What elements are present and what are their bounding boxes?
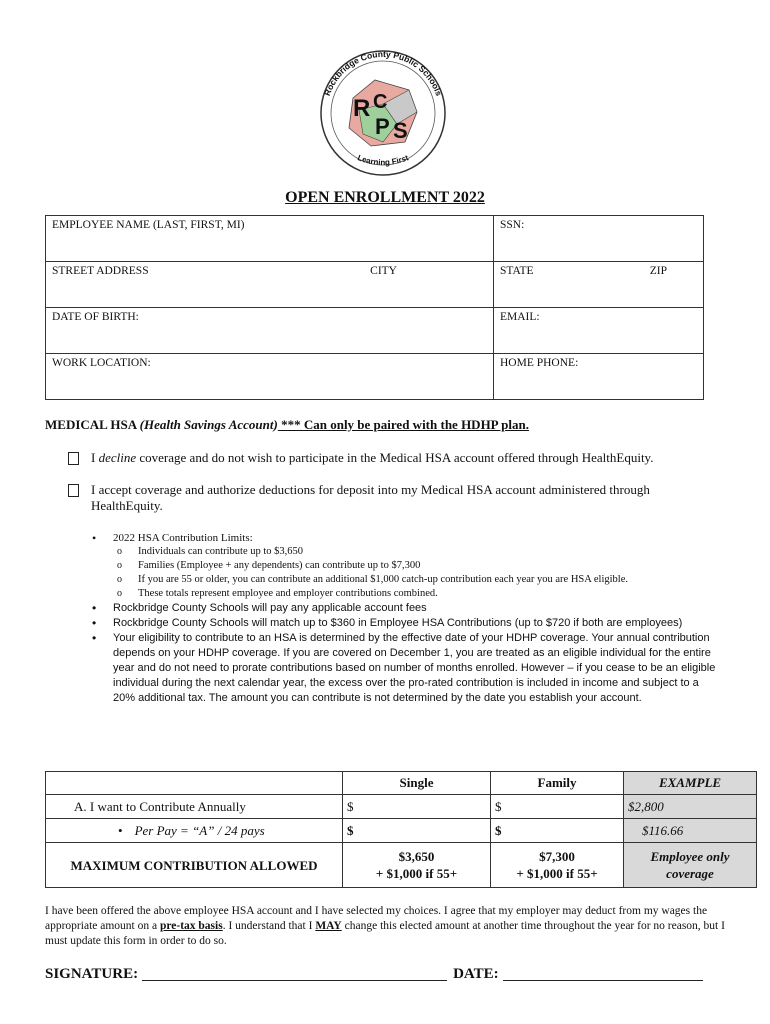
ssn-label: SSN: <box>500 219 525 231</box>
list-item: o These totals represent employee and employer contributions combined. <box>113 587 717 601</box>
decline-checkbox[interactable] <box>68 452 79 465</box>
single-header: Single <box>343 772 491 795</box>
state-label: STATE <box>500 265 534 277</box>
max-contribution-label: MAXIMUM CONTRIBUTION ALLOWED <box>46 843 343 888</box>
accept-text: I accept coverage and authorize deductions for deposit into my Medical HSA account administered through HealthEquity. <box>91 482 650 513</box>
svg-text:S: S <box>393 118 408 143</box>
max-family-catchup: + $1,000 if 55+ <box>516 866 598 881</box>
date-field[interactable] <box>503 966 703 981</box>
email-field[interactable] <box>494 308 704 354</box>
per-pay-text: Per Pay = “A” / 24 pays <box>134 822 265 838</box>
per-pay-family-input[interactable]: $ <box>491 819 624 843</box>
max-example-line1: Employee only <box>650 849 730 864</box>
agreement-may: MAY <box>315 920 342 932</box>
hsa-info-list <box>92 531 717 706</box>
rcps-logo <box>313 50 453 180</box>
decline-option <box>68 450 691 466</box>
decline-rest: coverage and do not wish to participate in the Medical HSA account offered through HealthEquity. <box>136 450 654 465</box>
max-family-amount: $7,300 <box>539 849 575 864</box>
state-zip-field[interactable] <box>494 262 704 308</box>
agreement-part3: change this elected amount at another time throughout the year for no reason, but I must update this form in order to do so. <box>45 920 725 947</box>
max-single <box>343 843 491 888</box>
hsa-heading-italic: (Health Savings Account) <box>139 417 278 432</box>
hsa-heading <box>45 417 529 433</box>
city-label: CITY <box>370 265 397 277</box>
street-city-field[interactable] <box>46 262 494 308</box>
svg-text:P: P <box>375 114 390 139</box>
agreement-pretax: pre-tax basis <box>159 920 223 932</box>
employee-info-table <box>45 215 704 400</box>
hsa-heading-prefix: MEDICAL HSA <box>45 417 140 432</box>
list-item: o Individuals can contribute up to $3,650 <box>113 545 717 559</box>
svg-text:Learning First: Learning First <box>356 153 410 168</box>
signature-line <box>45 966 709 983</box>
email-label: EMAIL: <box>500 311 540 323</box>
home-phone-field[interactable] <box>494 354 704 400</box>
agreement-part2: . I understand that I <box>222 920 316 932</box>
list-item <box>92 531 717 601</box>
max-example-line2: coverage <box>666 866 714 881</box>
work-location-field[interactable] <box>46 354 494 400</box>
annual-example: $2,800 <box>624 795 757 819</box>
per-pay-label: • Per Pay = “A” / 24 pays <box>46 819 343 843</box>
limits-title: 2022 HSA Contribution Limits: <box>113 532 253 544</box>
accept-checkbox[interactable] <box>68 484 79 497</box>
contribution-table <box>45 771 757 888</box>
list-item: • Rockbridge County Schools will pay any applicable account fees <box>92 601 717 616</box>
decline-text <box>91 450 691 466</box>
decline-word: decline <box>98 450 137 465</box>
street-address-label: STREET ADDRESS <box>52 265 149 277</box>
dob-label: DATE OF BIRTH: <box>52 311 139 323</box>
hsa-heading-suffix: *** Can only be paired with the HDHP plan. <box>277 417 529 432</box>
employee-name-label: EMPLOYEE NAME (LAST, FIRST, MI) <box>52 219 245 231</box>
svg-text:C: C <box>373 91 388 113</box>
agreement-text <box>45 904 725 949</box>
per-pay-single-input[interactable]: $ <box>343 819 491 843</box>
family-header: Family <box>491 772 624 795</box>
employee-name-field[interactable] <box>46 216 494 262</box>
signature-field[interactable] <box>142 966 447 981</box>
list-item: o Families (Employee + any dependents) can contribute up to $7,300 <box>113 559 717 573</box>
form-title: OPEN ENROLLMENT 2022 <box>285 189 485 206</box>
date-of-birth-field[interactable] <box>46 308 494 354</box>
list-item: • Rockbridge County Schools will match up to $360 in Employee HSA Contributions (up to $720 if both are employees) <box>92 616 717 631</box>
max-family <box>491 843 624 888</box>
date-label: DATE: <box>453 966 499 982</box>
max-example <box>624 843 757 888</box>
example-header: EXAMPLE <box>624 772 757 795</box>
zip-label: ZIP <box>649 265 667 277</box>
annual-single-input[interactable]: $ <box>343 795 491 819</box>
signature-label: SIGNATURE: <box>45 966 139 982</box>
max-single-amount: $3,650 <box>398 849 435 864</box>
agreement-part1: I have been offered the above employee HSA account and I have selected my choices. I agree that my employer may deduct from my wages the appropriate amount on a <box>45 905 708 932</box>
per-pay-example: $116.66 <box>624 819 757 843</box>
limits-sub-list <box>113 545 717 601</box>
annual-label: A. I want to Contribute Annually <box>46 795 343 819</box>
decline-i: I <box>91 450 99 465</box>
list-item: o If you are 55 or older, you can contribute an additional $1,000 catch-up contribution each year you are HSA eligible. <box>113 573 717 587</box>
home-phone-label: HOME PHONE: <box>500 357 579 369</box>
annual-family-input[interactable]: $ <box>491 795 624 819</box>
svg-text:Rockbridge County Public Schoo: Rockbridge County Public Schools <box>321 50 445 98</box>
ssn-field[interactable] <box>494 216 704 262</box>
max-single-catchup: + $1,000 if 55+ <box>375 866 458 881</box>
svg-text:R: R <box>353 95 371 122</box>
work-location-label: WORK LOCATION: <box>52 357 151 369</box>
table-header-blank <box>46 772 343 795</box>
accept-option <box>68 482 691 514</box>
list-item: • Your eligibility to contribute to an HSA is determined by the effective date of your HDHP coverage. Your annual contribution depends on your HDHP coverage. If you are covered on December 1, you are treated as an eligible individual for the entire year and do not need to prorate contributions based on number of months enrolled. However – if you cease to be an eligible individual during the next calendar year, the excess over the pro-rated contribution is included in income and subject to a 20% additional tax. The amount you can contribute is not determined by the date you establish your account. <box>92 631 717 706</box>
